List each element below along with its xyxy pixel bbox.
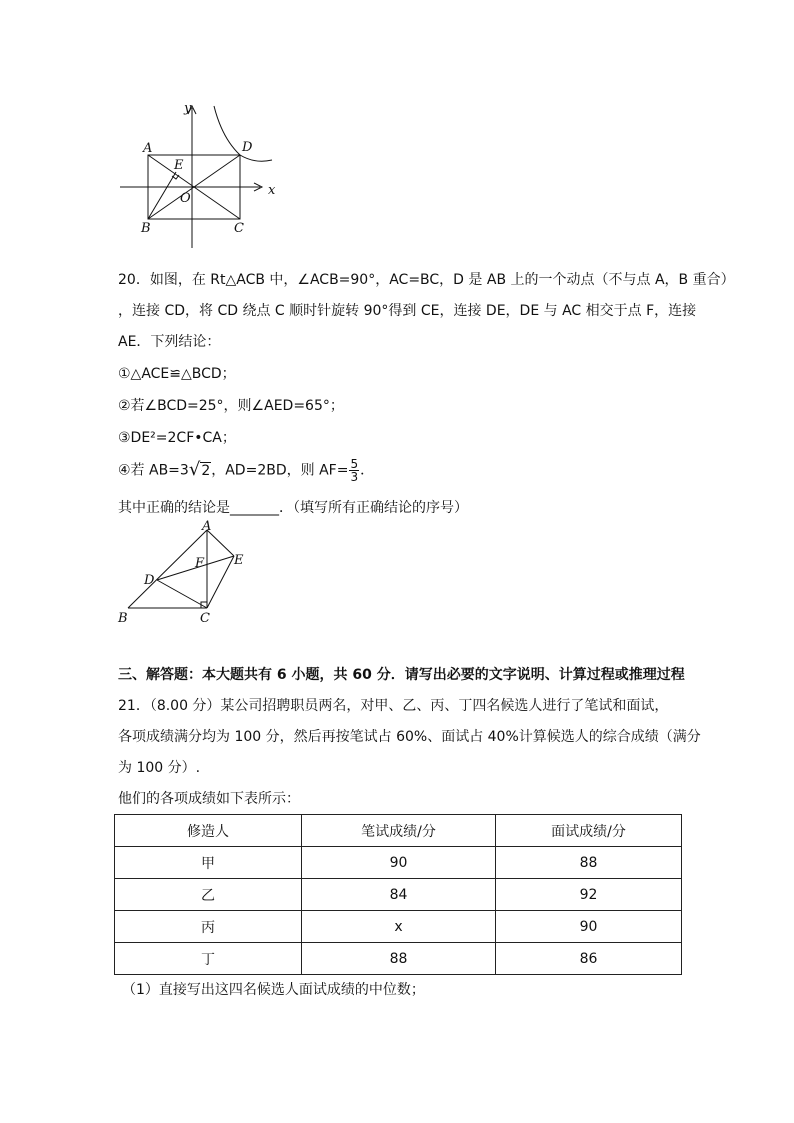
label-a: A xyxy=(143,141,153,156)
header-candidate: 修造人 xyxy=(115,815,302,847)
coordinate-figure xyxy=(110,98,290,253)
q20-conclusion-4 xyxy=(118,458,374,483)
scores-table xyxy=(114,814,682,975)
label-b: B xyxy=(118,611,128,626)
label-y: y xyxy=(184,101,192,116)
q20-line2: ，连接 CD，将 CD 绕点 C 顺时针旋转 90°得到 CE，连接 DE，DE 与 AC 相交于点 F，连接 xyxy=(118,303,697,319)
table-row xyxy=(115,879,682,911)
label-f: F xyxy=(195,556,205,571)
label-d: D xyxy=(242,140,253,155)
fraction-denominator: 3 xyxy=(350,470,359,484)
header-written: 笔试成绩/分 xyxy=(302,815,496,847)
cell-interview: 88 xyxy=(496,847,682,879)
q21-line1: 21．（8.00 分）某公司招聘职员两名，对甲、乙、丙、丁四名候选人进行了笔试和面试， xyxy=(118,698,669,714)
cell-interview: 86 xyxy=(496,943,682,975)
label-x: x xyxy=(268,183,276,198)
label-e: E xyxy=(234,553,244,568)
c4-pre: ④若 AB=3 xyxy=(118,462,189,479)
label-o: O xyxy=(180,191,191,206)
q21-line2: 各项成绩满分均为 100 分，然后再按笔试占 60%、面试占 40%计算候选人的综合成绩（满分 xyxy=(118,729,701,745)
q21-line4: 他们的各项成绩如下表所示： xyxy=(118,791,300,807)
label-a: A xyxy=(202,519,212,534)
cell-name: 乙 xyxy=(115,879,302,911)
triangle-figure xyxy=(112,518,252,630)
cell-name: 甲 xyxy=(115,847,302,879)
sqrt-expression: √2 xyxy=(188,458,211,480)
q20-ask: 其中正确的结论是_______．（填写所有正确结论的序号） xyxy=(118,500,468,516)
q20-conclusion-1: ①△ACE≌△BCD； xyxy=(118,366,236,382)
fraction-numerator: 5 xyxy=(350,457,359,471)
right-angle-mark xyxy=(172,175,179,179)
cell-interview: 90 xyxy=(496,911,682,943)
q21-sub1: （1）直接写出这四名候选人面试成绩的中位数； xyxy=(122,982,425,998)
cell-written: x xyxy=(302,911,496,943)
segment-dc xyxy=(157,580,207,608)
label-c: C xyxy=(200,611,210,626)
cell-written: 90 xyxy=(302,847,496,879)
label-e: E xyxy=(174,158,184,173)
segment-ce xyxy=(207,556,234,608)
cell-written: 88 xyxy=(302,943,496,975)
c4-mid: ，AD=2BD，则 AF= xyxy=(211,462,349,479)
q20-line3: AE．下列结论： xyxy=(118,334,221,350)
table-row xyxy=(115,911,682,943)
table-header-row xyxy=(115,815,682,847)
header-interview: 面试成绩/分 xyxy=(496,815,682,847)
cell-name: 丙 xyxy=(115,911,302,943)
table-row xyxy=(115,943,682,975)
table-row xyxy=(115,847,682,879)
label-d: D xyxy=(144,573,155,588)
cell-interview: 92 xyxy=(496,879,682,911)
label-b: B xyxy=(141,221,151,236)
fraction xyxy=(349,458,359,483)
c4-post: ． xyxy=(360,462,375,479)
segment-be xyxy=(148,172,176,219)
q20-line1: 20．如图，在 Rt△ACB 中，∠ACB=90°，AC=BC，D 是 AB 上的一个动点（不与点 A，B 重合） xyxy=(118,272,735,288)
q20-conclusion-3: ③DE²=2CF•CA； xyxy=(118,430,236,446)
cell-written: 84 xyxy=(302,879,496,911)
cell-name: 丁 xyxy=(115,943,302,975)
label-c: C xyxy=(234,221,244,236)
q21-line3: 为 100 分）. xyxy=(118,760,201,776)
q20-conclusion-2: ②若∠BCD=25°，则∠AED=65°； xyxy=(118,398,344,414)
sqrt-radicand: 2 xyxy=(201,462,211,479)
section-heading: 三、解答题：本大题共有 6 小题，共 60 分．请写出必要的文字说明、计算过程或推理过程 xyxy=(118,667,685,683)
